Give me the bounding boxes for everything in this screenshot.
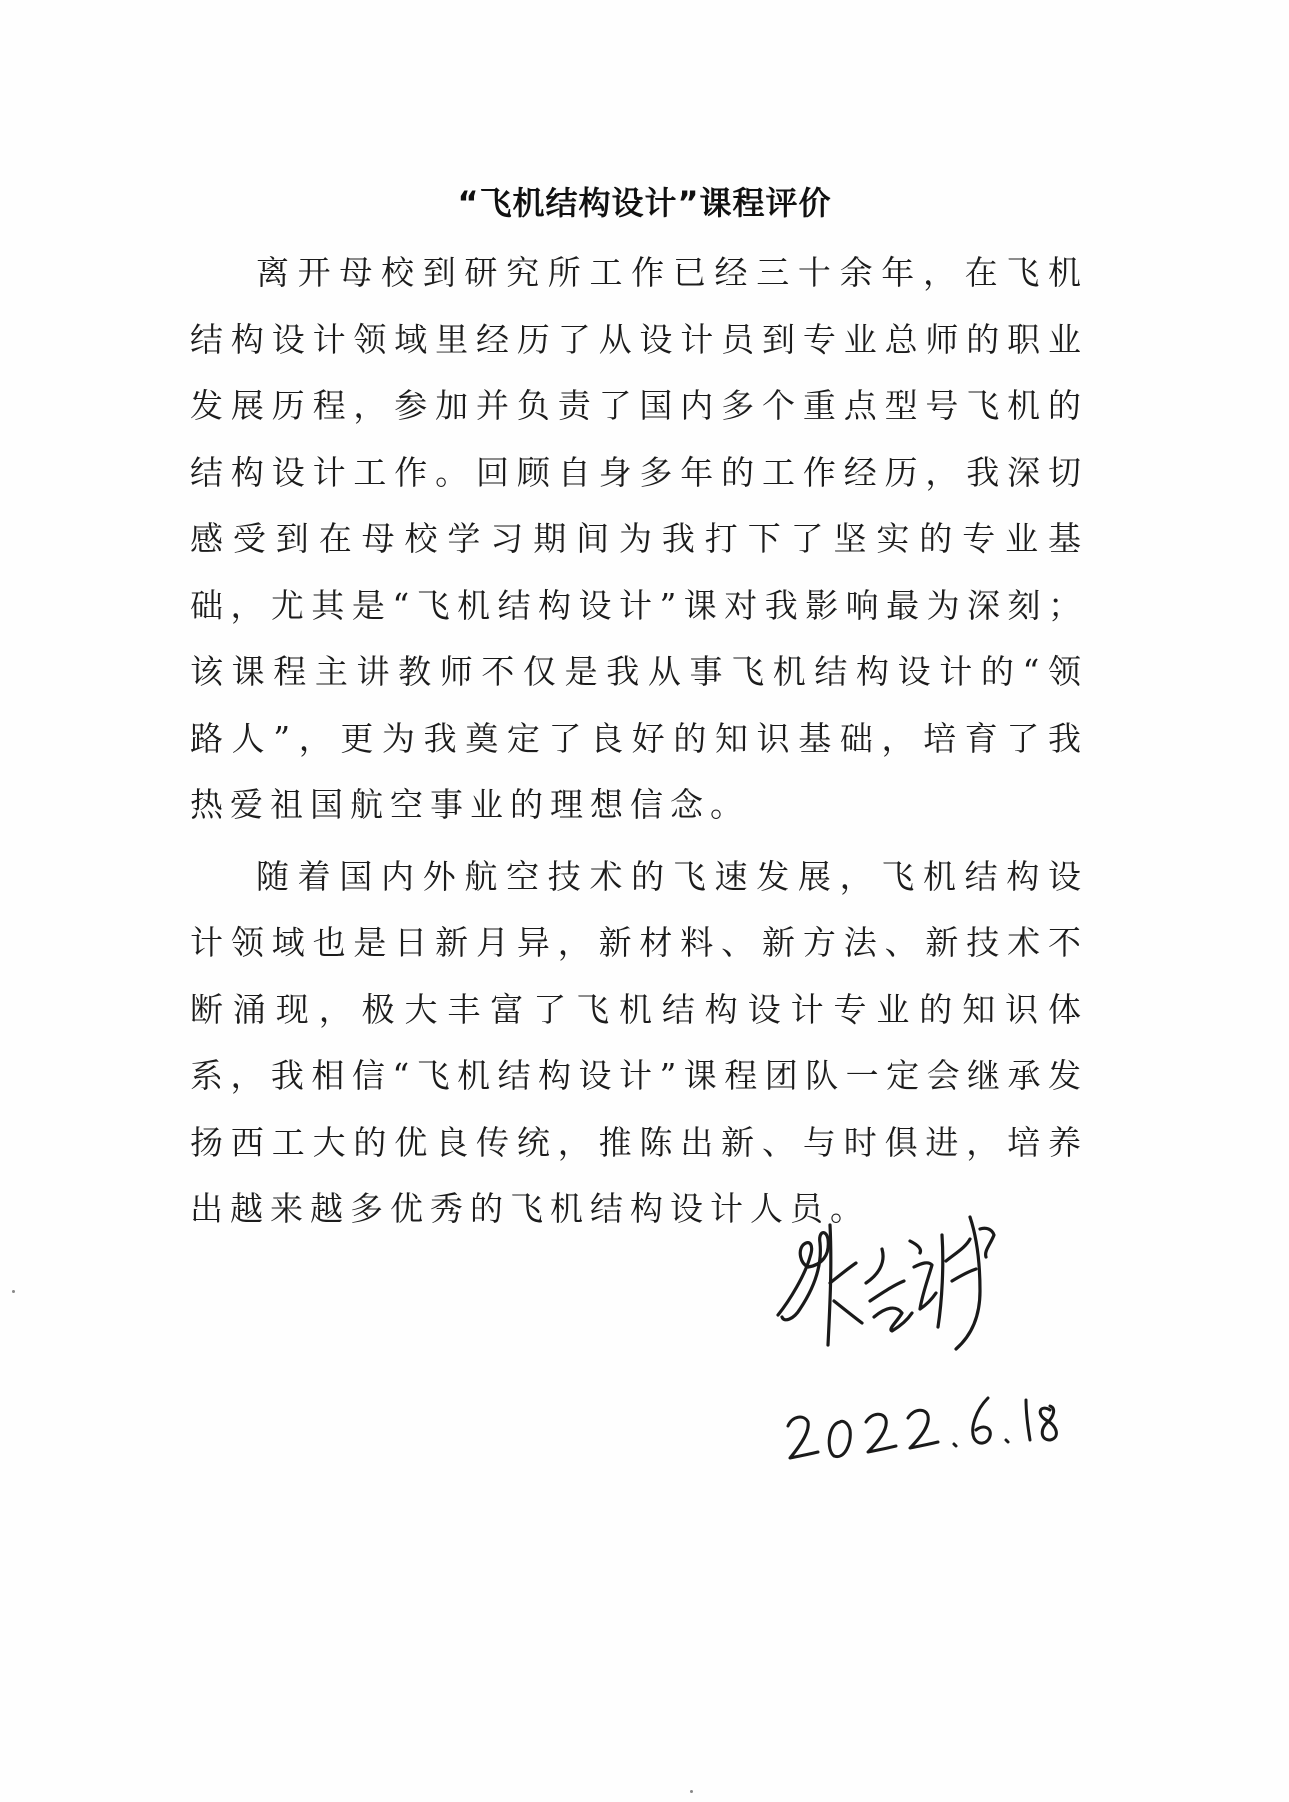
document-body xyxy=(190,240,1088,1243)
scan-speck xyxy=(12,1290,15,1293)
handwritten-date xyxy=(778,1380,1078,1470)
paragraph-1: 离开母校到研究所工作已经三十余年，在飞机结构设计领域里经历了从设计员到专业总师的职业发展历程，参加并负责了国内多个重点型号飞机的结构设计工作。回顾自身多年的工作经历，我深切感受到在母校学习期间为我打下了坚实的专业基础，尤其是“飞机结构设计”课对我影响最为深刻；该课程主讲教师不仅是我从事飞机结构设计的“领路人”，更为我奠定了良好的知识基础，培育了我热爱祖国航空事业的理想信念。 xyxy=(190,253,1088,824)
paragraph-2: 随着国内外航空技术的飞速发展，飞机结构设计领域也是日新月异，新材料、新方法、新技术不断涌现，极大丰富了飞机结构设计专业的知识体系，我相信“飞机结构设计”课程团队一定会继承发扬西工大的优良传统，推陈出新、与时俱进，培养出越来越多优秀的飞机结构设计人员。 xyxy=(190,856,1088,1228)
handwritten-signature xyxy=(770,1205,1030,1365)
scan-speck xyxy=(690,1790,693,1793)
document-title: “飞机结构设计”课程评价 xyxy=(457,184,832,222)
